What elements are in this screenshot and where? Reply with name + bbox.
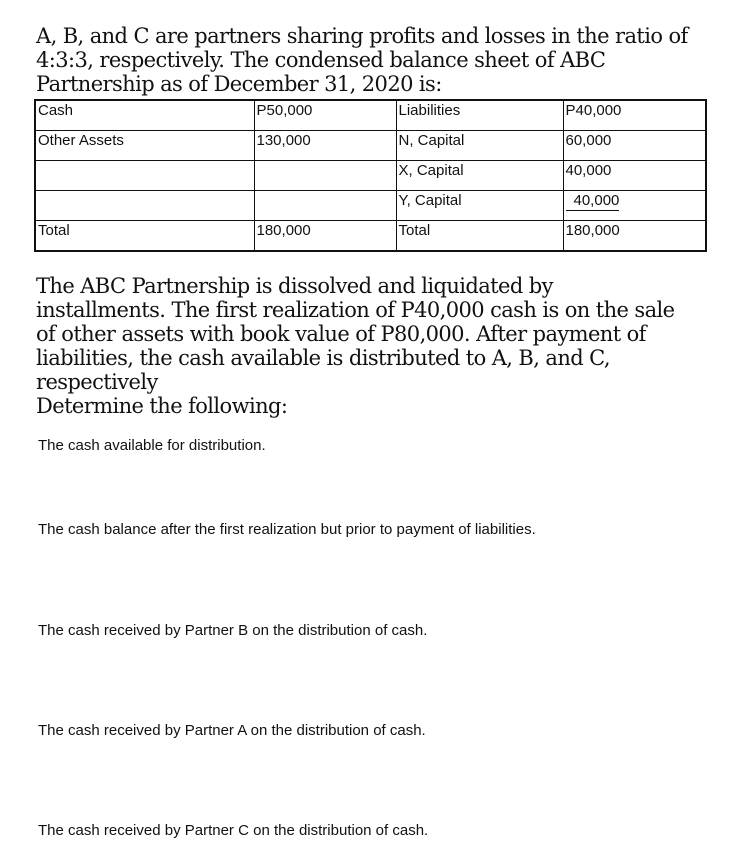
question-cash-balance: The cash balance after the first realization but prior to payment of liabilities. (38, 521, 536, 538)
intro-line: A, B, and C are partners sharing profits and losses in the ratio of (36, 24, 688, 48)
table-cell (35, 161, 254, 191)
paragraph-line: The ABC Partnership is dissolved and liquidated by (36, 274, 553, 298)
question-partner-c: The cash received by Partner C on the distribution of cash. (38, 822, 429, 839)
table-cell: Total (396, 221, 563, 252)
table-cell: Y, Capital (396, 191, 563, 221)
underlined-value: 40,000 (566, 192, 620, 211)
paragraph-line: of other assets with book value of P80,000. After payment of (36, 322, 646, 346)
table-cell: Cash (35, 100, 254, 131)
balance-sheet-table (34, 99, 707, 252)
problem-paragraph (36, 274, 696, 418)
table-cell: 40,000 (563, 161, 706, 191)
table-row (35, 161, 706, 191)
table-cell: 60,000 (563, 131, 706, 161)
table-row (35, 100, 706, 131)
paragraph-line: Determine the following: (36, 394, 288, 418)
table-cell (254, 191, 396, 221)
question-partner-a: The cash received by Partner A on the distribution of cash. (38, 722, 426, 739)
table-row (35, 131, 706, 161)
table-cell: P50,000 (254, 100, 396, 131)
table-cell: 180,000 (254, 221, 396, 252)
paragraph-line: installments. The first realization of P40,000 cash is on the sale (36, 298, 675, 322)
paragraph-line: respectively (36, 370, 158, 394)
table-cell: N, Capital (396, 131, 563, 161)
table-cell (563, 191, 706, 221)
table-cell: 180,000 (563, 221, 706, 252)
paragraph-line: liabilities, the cash available is distributed to A, B, and C, (36, 346, 610, 370)
intro-line: Partnership as of December 31, 2020 is: (36, 72, 442, 96)
table-cell: Liabilities (396, 100, 563, 131)
question-partner-b: The cash received by Partner B on the distribution of cash. (38, 622, 428, 639)
table-row (35, 191, 706, 221)
intro-line: 4:3:3, respectively. The condensed balance sheet of ABC (36, 48, 606, 72)
table-cell: X, Capital (396, 161, 563, 191)
table-cell: P40,000 (563, 100, 706, 131)
table-cell (35, 191, 254, 221)
intro-text (36, 24, 696, 96)
table-cell: 130,000 (254, 131, 396, 161)
table-cell: Total (35, 221, 254, 252)
table-cell (254, 161, 396, 191)
question-cash-available: The cash available for distribution. (38, 437, 266, 454)
table-row (35, 221, 706, 252)
table-cell: Other Assets (35, 131, 254, 161)
